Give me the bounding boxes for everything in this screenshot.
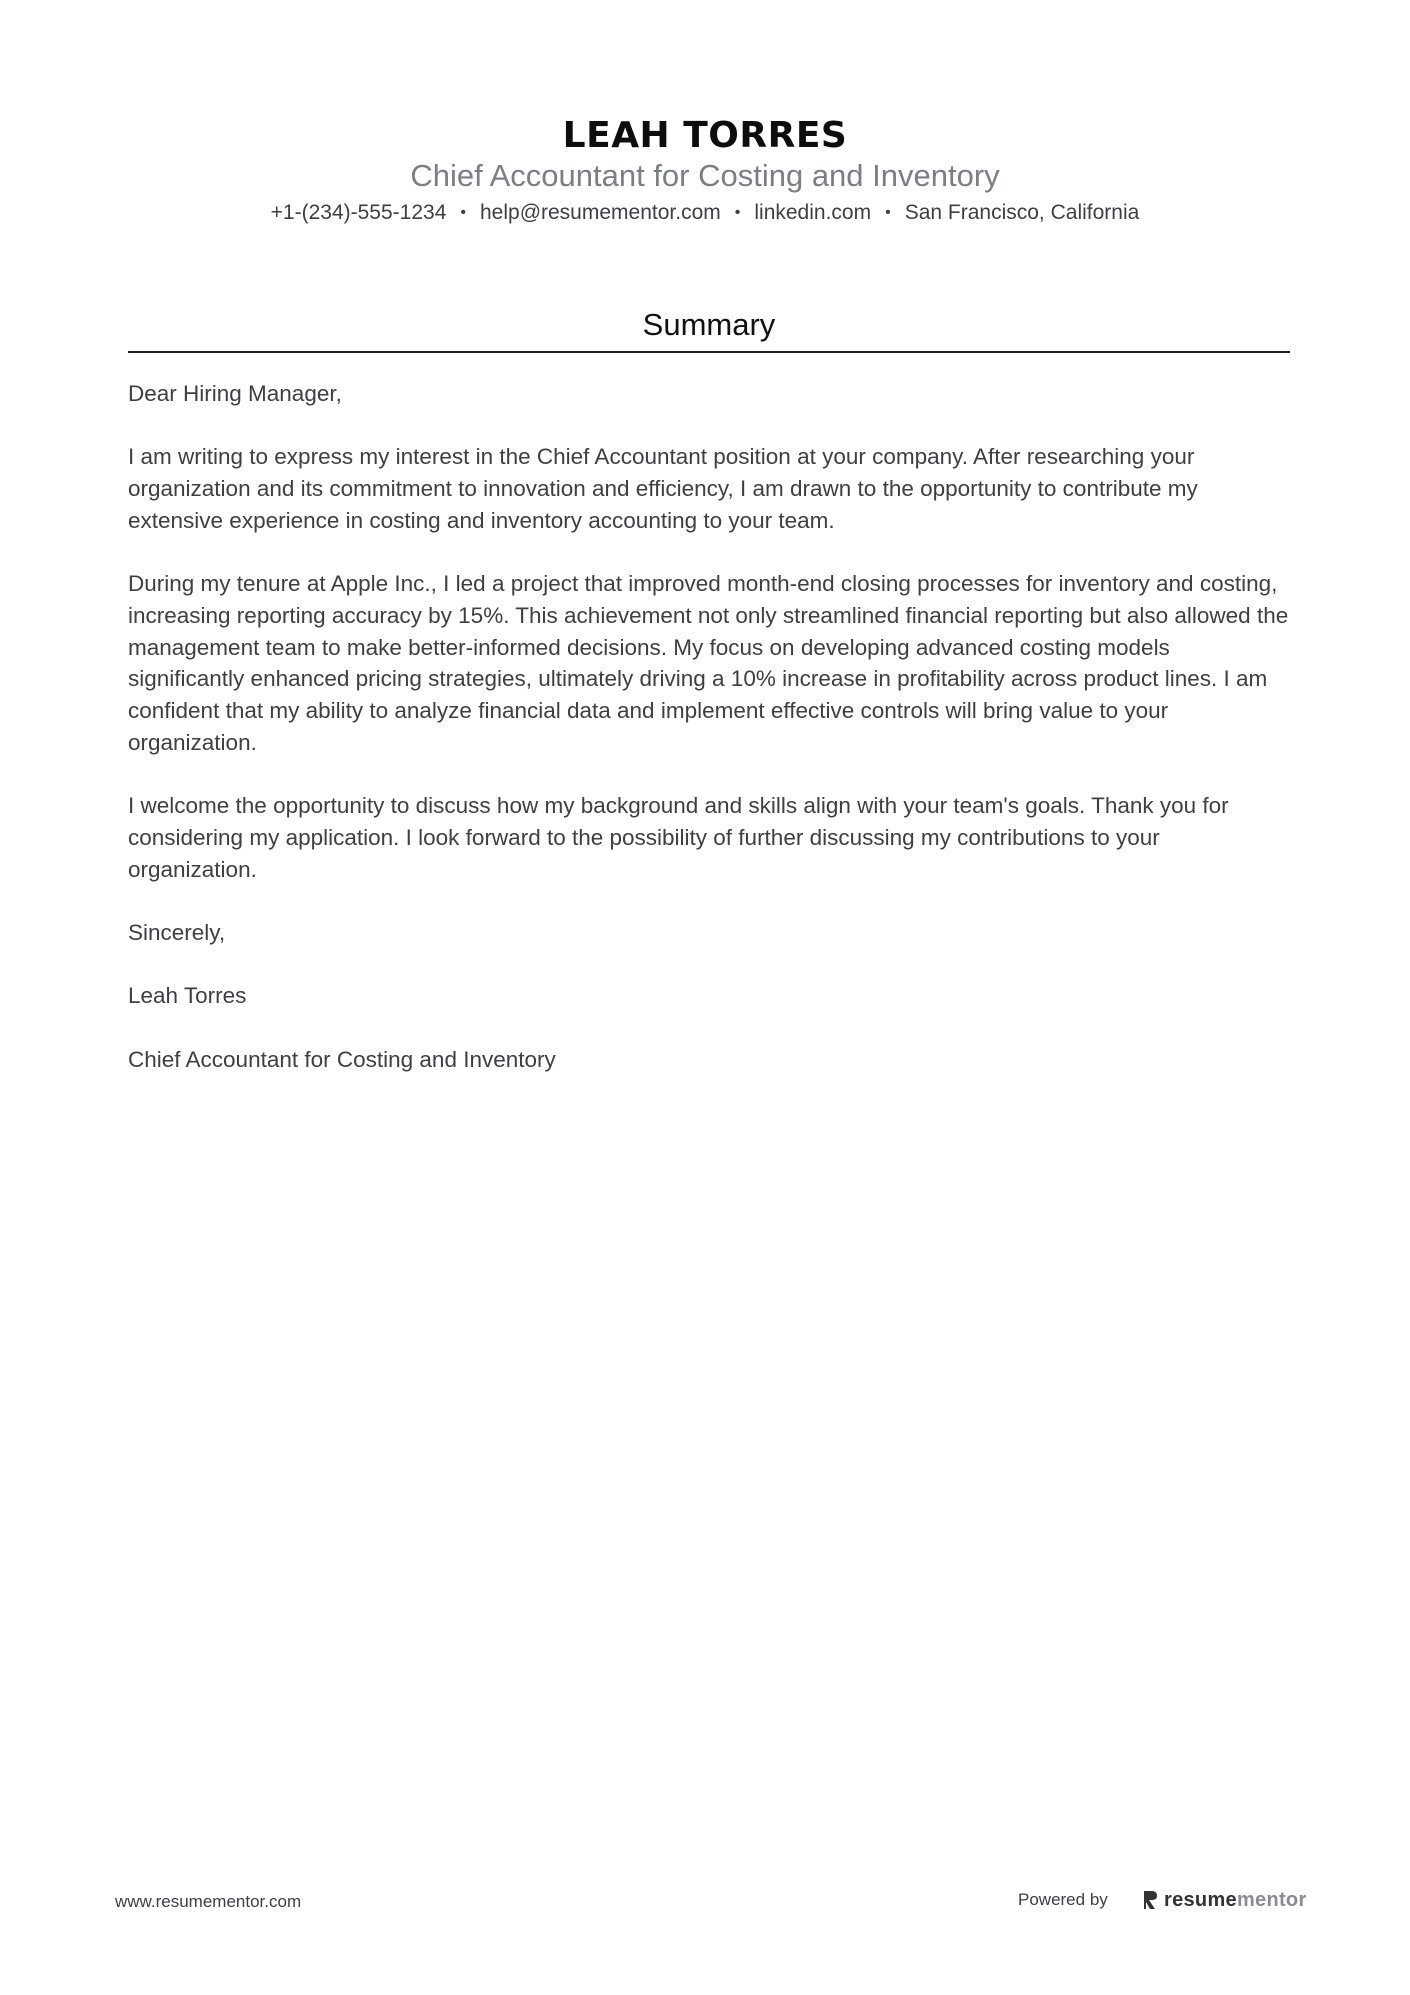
letter-greeting: Dear Hiring Manager,	[128, 381, 342, 406]
letter-body	[128, 378, 1292, 1107]
footer-website-link[interactable]: www.resumementor.com	[115, 1892, 302, 1911]
powered-by-label: Powered by	[1018, 1890, 1108, 1909]
contact-email[interactable]: help@resumementor.com	[479, 201, 721, 224]
contact-separator: •	[734, 204, 741, 221]
signature-title: Chief Accountant for Costing and Inventory	[128, 1046, 556, 1072]
contact-separator: •	[460, 204, 466, 221]
contact-phone: +1-(234)-555-1234	[270, 201, 447, 224]
letter-paragraph: During my tenure at Apple Inc., I led a project that improved month-end closing processes for inventory and costing, increasing reporting accuracy by 15%. This achievement not only streamlined financial reporting but also allowed the management team to make better-informed decisions. My focus on developing advanced costing models significantly enhanced pricing strategies, ultimately driving a 10% increase in profitability across product lines. I am confident that my ability to analyze financial data and implement effective controls will bring value to your organization.	[128, 571, 1289, 755]
candidate-name: LEAH TORRES	[562, 115, 848, 156]
brand-logo[interactable]	[1142, 1887, 1307, 1913]
letter-paragraph: I welcome the opportunity to discuss how my background and skills align with your team's goals. Thank you for considering my application. I look forward to the possibility of further discussing my contributions to your organization.	[128, 793, 1229, 882]
candidate-title: Chief Accountant for Costing and Inventory	[410, 158, 1000, 193]
contact-linkedin[interactable]: linkedin.com	[754, 201, 872, 224]
letter-paragraph: I am writing to express my interest in the Chief Accountant position at your company. After researching your organization and its commitment to innovation and efficiency, I am drawn to the opportunity to contribute my extensive experience in costing and inventory accounting to your team.	[128, 444, 1198, 533]
section-divider	[128, 351, 1290, 353]
contact-line	[0, 198, 1410, 228]
resume-header	[0, 112, 1410, 228]
contact-location: San Francisco, California	[904, 201, 1140, 224]
section-heading-summary: Summary	[642, 307, 776, 342]
brand-wordmark	[1164, 1889, 1307, 1912]
contact-separator: •	[885, 204, 891, 221]
brand-wordmark-bold: resume	[1164, 1888, 1237, 1911]
resumementor-logo-icon	[1142, 1889, 1158, 1911]
letter-closing: Sincerely,	[128, 919, 226, 945]
signature-name: Leah Torres	[128, 983, 247, 1009]
brand-wordmark-light: mentor	[1236, 1888, 1307, 1911]
